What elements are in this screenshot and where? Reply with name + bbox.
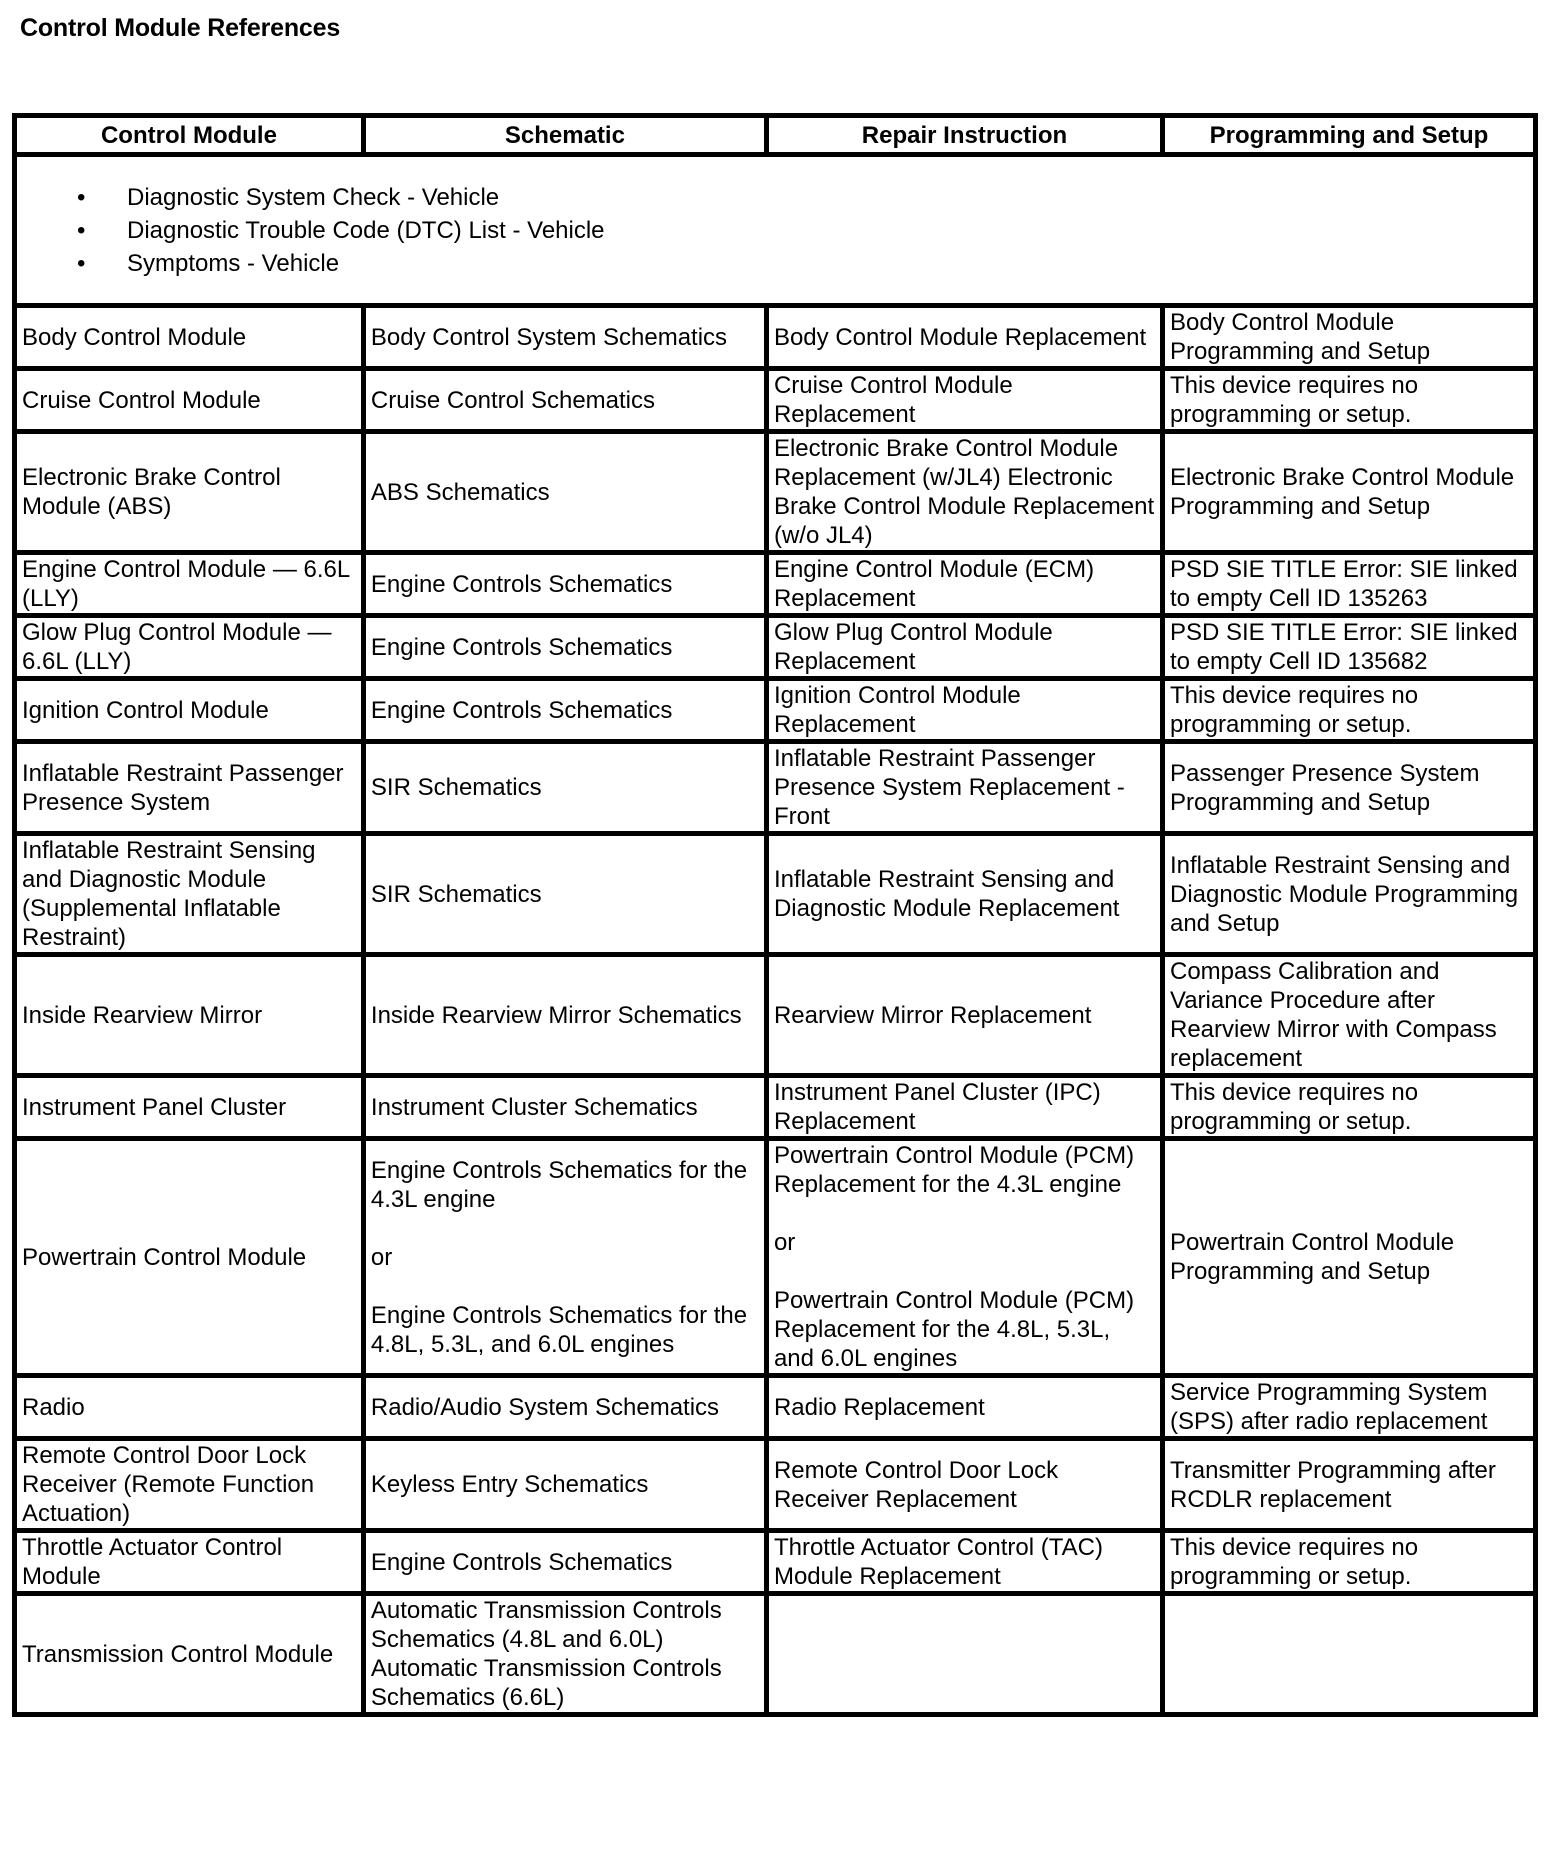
list-item xyxy=(22,247,1528,280)
repair-link[interactable]: Engine Control Module (ECM) Replacement xyxy=(766,553,1162,616)
module-cell: Cruise Control Module xyxy=(15,369,364,432)
module-cell: Remote Control Door Lock Receiver (Remote Function Actuation) xyxy=(15,1439,364,1531)
header-control-module: Control Module xyxy=(15,116,364,155)
link-diagnostic-system-check[interactable]: Diagnostic System Check - Vehicle xyxy=(127,183,500,211)
repair-link[interactable]: Instrument Panel Cluster (IPC) Replacement xyxy=(766,1076,1162,1139)
general-links-cell xyxy=(15,155,1536,306)
table-row xyxy=(15,679,1536,742)
repair-link[interactable]: Throttle Actuator Control (TAC) Module Replacement xyxy=(766,1531,1162,1594)
repair-link[interactable]: Inflatable Restraint Passenger Presence System Replacement - Front xyxy=(766,742,1162,834)
repair-cell-empty xyxy=(766,1594,1162,1715)
module-cell: Inside Rearview Mirror xyxy=(15,955,364,1076)
module-cell: Inflatable Restraint Sensing and Diagnostic Module (Supplemental Inflatable Restraint) xyxy=(15,834,364,955)
schematic-link-4-8l-6-0l[interactable]: Automatic Transmission Controls Schematics (4.8L and 6.0L) xyxy=(370,1597,722,1653)
table-row xyxy=(15,1139,1536,1376)
page-title: Control Module References xyxy=(20,14,341,42)
schematic-link-4-3l[interactable]: Engine Controls Schematics for the 4.3L engine xyxy=(370,1156,748,1213)
repair-link[interactable]: Remote Control Door Lock Receiver Replacement xyxy=(766,1439,1162,1531)
schematic-cell xyxy=(363,1139,766,1376)
table-row xyxy=(15,616,1536,679)
repair-cell xyxy=(766,1139,1162,1376)
module-cell: Body Control Module xyxy=(15,306,364,369)
schematic-link[interactable]: Cruise Control Schematics xyxy=(363,369,766,432)
schematic-link[interactable]: Engine Controls Schematics xyxy=(363,616,766,679)
schematic-link[interactable]: Engine Controls Schematics xyxy=(363,553,766,616)
programming-text: PSD SIE TITLE Error: SIE linked to empty Cell ID 135263 xyxy=(1162,553,1535,616)
list-item xyxy=(22,214,1528,247)
schematic-link[interactable]: Body Control System Schematics xyxy=(363,306,766,369)
programming-text: This device requires no programming or setup. xyxy=(1162,1076,1535,1139)
repair-link-4-8l-5-3l-6-0l[interactable]: Powertrain Control Module (PCM) Replacement for the 4.8L, 5.3L, and 6.0L engines xyxy=(773,1287,1135,1372)
programming-link[interactable]: Passenger Presence System Programming and Setup xyxy=(1162,742,1535,834)
repair-link[interactable]: Inflatable Restraint Sensing and Diagnostic Module Replacement xyxy=(766,834,1162,955)
module-cell: Instrument Panel Cluster xyxy=(15,1076,364,1139)
link-dtc-list[interactable]: Diagnostic Trouble Code (DTC) List - Vehicle xyxy=(127,216,605,244)
programming-link[interactable]: Powertrain Control Module Programming and Setup xyxy=(1162,1139,1535,1376)
table-row xyxy=(15,1439,1536,1531)
module-cell: Engine Control Module — 6.6L (LLY) xyxy=(15,553,364,616)
module-cell: Radio xyxy=(15,1376,364,1439)
repair-link[interactable]: Ignition Control Module Replacement xyxy=(766,679,1162,742)
bullet-icon: • xyxy=(77,249,86,277)
control-module-table xyxy=(12,113,1538,1717)
programming-text: This device requires no programming or setup. xyxy=(1162,679,1535,742)
table-row xyxy=(15,1076,1536,1139)
repair-link[interactable]: Radio Replacement xyxy=(766,1376,1162,1439)
programming-link[interactable]: Transmitter Programming after RCDLR replacement xyxy=(1162,1439,1535,1531)
schematic-link[interactable]: Keyless Entry Schematics xyxy=(363,1439,766,1531)
table-row xyxy=(15,834,1536,955)
module-cell: Transmission Control Module xyxy=(15,1594,364,1715)
programming-link[interactable]: Inflatable Restraint Sensing and Diagnostic Module Programming and Setup xyxy=(1162,834,1535,955)
schematic-cell xyxy=(363,1594,766,1715)
repair-link[interactable]: Rearview Mirror Replacement xyxy=(766,955,1162,1076)
module-cell: Electronic Brake Control Module (ABS) xyxy=(15,432,364,553)
schematic-link[interactable]: Inside Rearview Mirror Schematics xyxy=(363,955,766,1076)
repair-link[interactable]: Cruise Control Module Replacement xyxy=(766,369,1162,432)
table-row xyxy=(15,306,1536,369)
table-row xyxy=(15,1531,1536,1594)
schematic-link[interactable]: Engine Controls Schematics xyxy=(363,679,766,742)
table-row xyxy=(15,955,1536,1076)
schematic-link[interactable]: Instrument Cluster Schematics xyxy=(363,1076,766,1139)
general-links-row xyxy=(15,155,1536,306)
module-cell: Throttle Actuator Control Module xyxy=(15,1531,364,1594)
bullet-icon: • xyxy=(77,216,86,244)
link-symptoms[interactable]: Symptoms - Vehicle xyxy=(127,249,340,277)
header-programming-setup: Programming and Setup xyxy=(1162,116,1535,155)
schematic-link[interactable]: SIR Schematics xyxy=(363,834,766,955)
table-row xyxy=(15,1376,1536,1439)
table-row xyxy=(15,369,1536,432)
schematic-link[interactable]: Radio/Audio System Schematics xyxy=(363,1376,766,1439)
repair-link-4-3l[interactable]: Powertrain Control Module (PCM) Replacement for the 4.3L engine xyxy=(773,1142,1135,1198)
repair-or: or xyxy=(773,1229,796,1256)
schematic-link-6-6l[interactable]: Automatic Transmission Controls Schematics (6.6L) xyxy=(370,1655,722,1711)
programming-text: This device requires no programming or setup. xyxy=(1162,1531,1535,1594)
module-cell: Glow Plug Control Module — 6.6L (LLY) xyxy=(15,616,364,679)
module-cell: Ignition Control Module xyxy=(15,679,364,742)
repair-link[interactable]: Glow Plug Control Module Replacement xyxy=(766,616,1162,679)
programming-link[interactable]: Body Control Module Programming and Setup xyxy=(1162,306,1535,369)
schematic-or: or xyxy=(370,1243,393,1271)
module-cell: Inflatable Restraint Passenger Presence System xyxy=(15,742,364,834)
table-row xyxy=(15,553,1536,616)
schematic-link[interactable]: ABS Schematics xyxy=(363,432,766,553)
programming-text: PSD SIE TITLE Error: SIE linked to empty Cell ID 135682 xyxy=(1162,616,1535,679)
programming-link[interactable]: Compass Calibration and Variance Procedure after Rearview Mirror with Compass replacement xyxy=(1162,955,1535,1076)
bullet-icon: • xyxy=(77,183,86,211)
programming-text: This device requires no programming or setup. xyxy=(1162,369,1535,432)
table-row xyxy=(15,1594,1536,1715)
header-repair-instruction: Repair Instruction xyxy=(766,116,1162,155)
module-cell: Powertrain Control Module xyxy=(15,1139,364,1376)
programming-link[interactable]: Electronic Brake Control Module Programming and Setup xyxy=(1162,432,1535,553)
header-schematic: Schematic xyxy=(363,116,766,155)
table-row xyxy=(15,432,1536,553)
table-header-row xyxy=(15,116,1536,155)
list-item xyxy=(22,181,1528,214)
general-links-list xyxy=(22,181,1528,280)
programming-cell-empty xyxy=(1162,1594,1535,1715)
repair-link[interactable]: Electronic Brake Control Module Replacement (w/JL4) Electronic Brake Control Module Replacement (w/o JL4) xyxy=(766,432,1162,553)
table-row xyxy=(15,742,1536,834)
programming-link[interactable]: Service Programming System (SPS) after radio replacement xyxy=(1162,1376,1535,1439)
schematic-link-4-8l-5-3l-6-0l[interactable]: Engine Controls Schematics for the 4.8L, 5.3L, and 6.0L engines xyxy=(370,1301,748,1358)
schematic-link[interactable]: SIR Schematics xyxy=(363,742,766,834)
schematic-link[interactable]: Engine Controls Schematics xyxy=(363,1531,766,1594)
repair-link[interactable]: Body Control Module Replacement xyxy=(766,306,1162,369)
